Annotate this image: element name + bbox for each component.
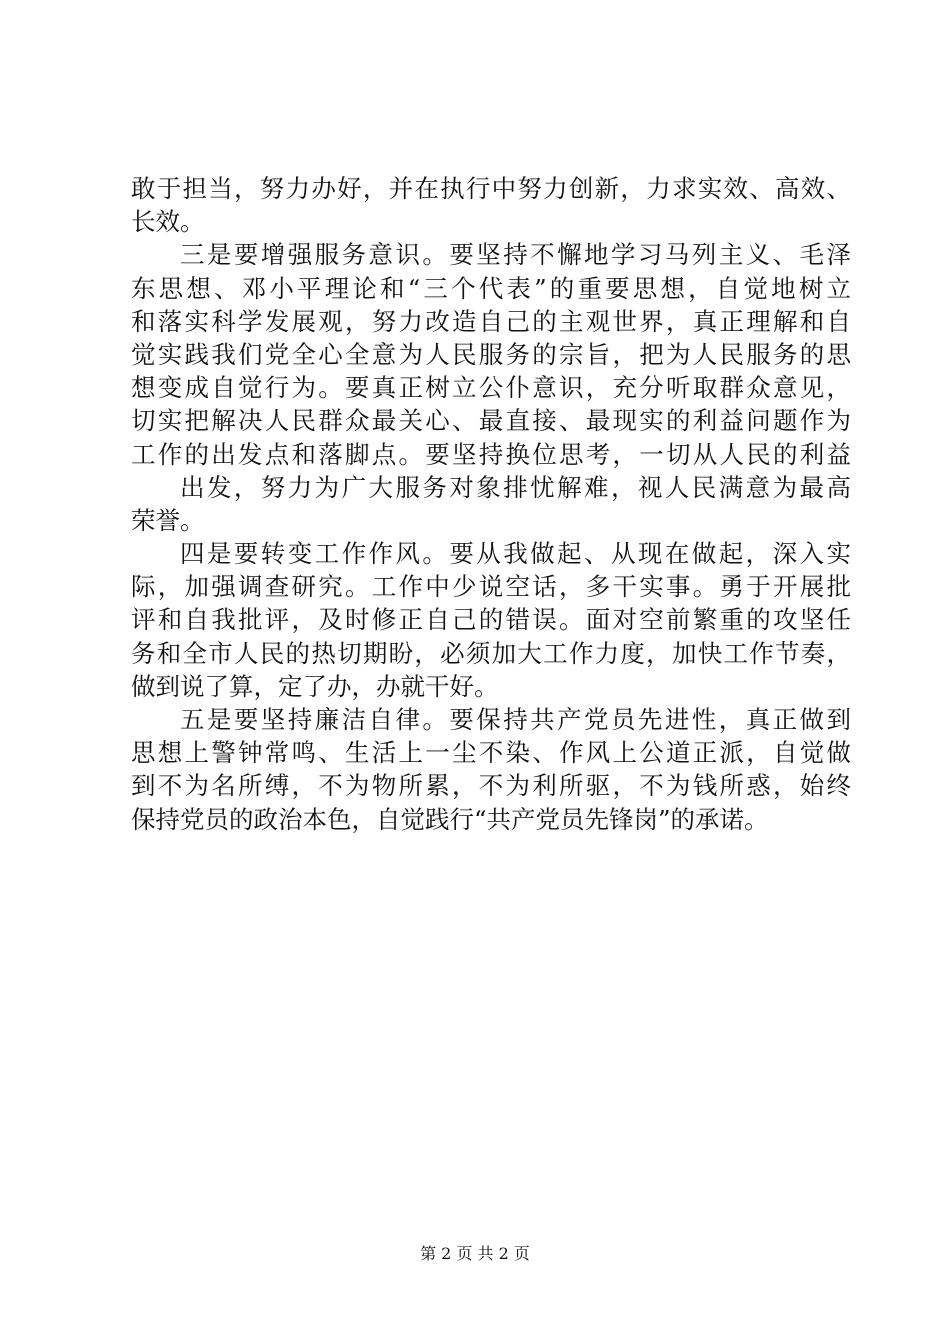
paragraph-start-line: 出发，努力为广大服务对象排忧解难，视人民满意为最高 xyxy=(180,472,851,502)
paragraph-start-line: 五是要坚持廉洁自律。要保持共产党员先进性，真正做到 xyxy=(180,705,851,734)
text-line: 想变成自觉行为。要真正树立公仆意识，充分听取群众意见， xyxy=(131,373,851,403)
text-line: 工作的出发点和落脚点。要坚持换位思考，一切从人民的利益 xyxy=(131,439,851,469)
text-line: 东思想、邓小平理论和“三个代表”的重要思想，自觉地树立 xyxy=(131,273,851,303)
text-line: 思想上警钟常鸣、生活上一尘不染、作风上公道正派，自觉做 xyxy=(131,738,851,768)
text-line: 敢于担当，努力办好，并在执行中努力创新，力求实效、高效、 xyxy=(131,174,851,203)
text-line: 和落实科学发展观，努力改造自己的主观世界，真正理解和自 xyxy=(131,306,851,336)
paragraph-start-line: 三是要增强服务意识。要坚持不懈地学习马列主义、毛泽 xyxy=(180,240,851,270)
text-line: 长效。 xyxy=(131,207,205,237)
text-line: 荣誉。 xyxy=(131,505,205,535)
page-number-footer: 第 2 页 共 2 页 xyxy=(420,1244,530,1263)
text-line: 际，加强调查研究。工作中少说空话，多干实事。勇于开展批 xyxy=(131,572,851,602)
text-line: 评和自我批评，及时修正自己的错误。面对空前繁重的攻坚任 xyxy=(131,605,851,635)
text-line: 保持党员的政治本色，自觉践行“共产党员先锋岗”的承诺。 xyxy=(131,804,769,834)
text-line: 到不为名所缚，不为物所累，不为利所驱，不为钱所惑，始终 xyxy=(131,771,851,801)
text-line: 做到说了算，定了办，办就干好。 xyxy=(131,671,499,701)
paragraph-start-line: 四是要转变工作作风。要从我做起、从现在做起，深入实 xyxy=(180,539,851,569)
text-line: 务和全市人民的热切期盼，必须加大工作力度，加快工作节奏， xyxy=(131,638,851,668)
text-line: 切实把解决人民群众最关心、最直接、最现实的利益问题作为 xyxy=(131,406,851,436)
document-body xyxy=(131,172,851,836)
text-line: 觉实践我们党全心全意为人民服务的宗旨，把为人民服务的思 xyxy=(131,339,851,369)
